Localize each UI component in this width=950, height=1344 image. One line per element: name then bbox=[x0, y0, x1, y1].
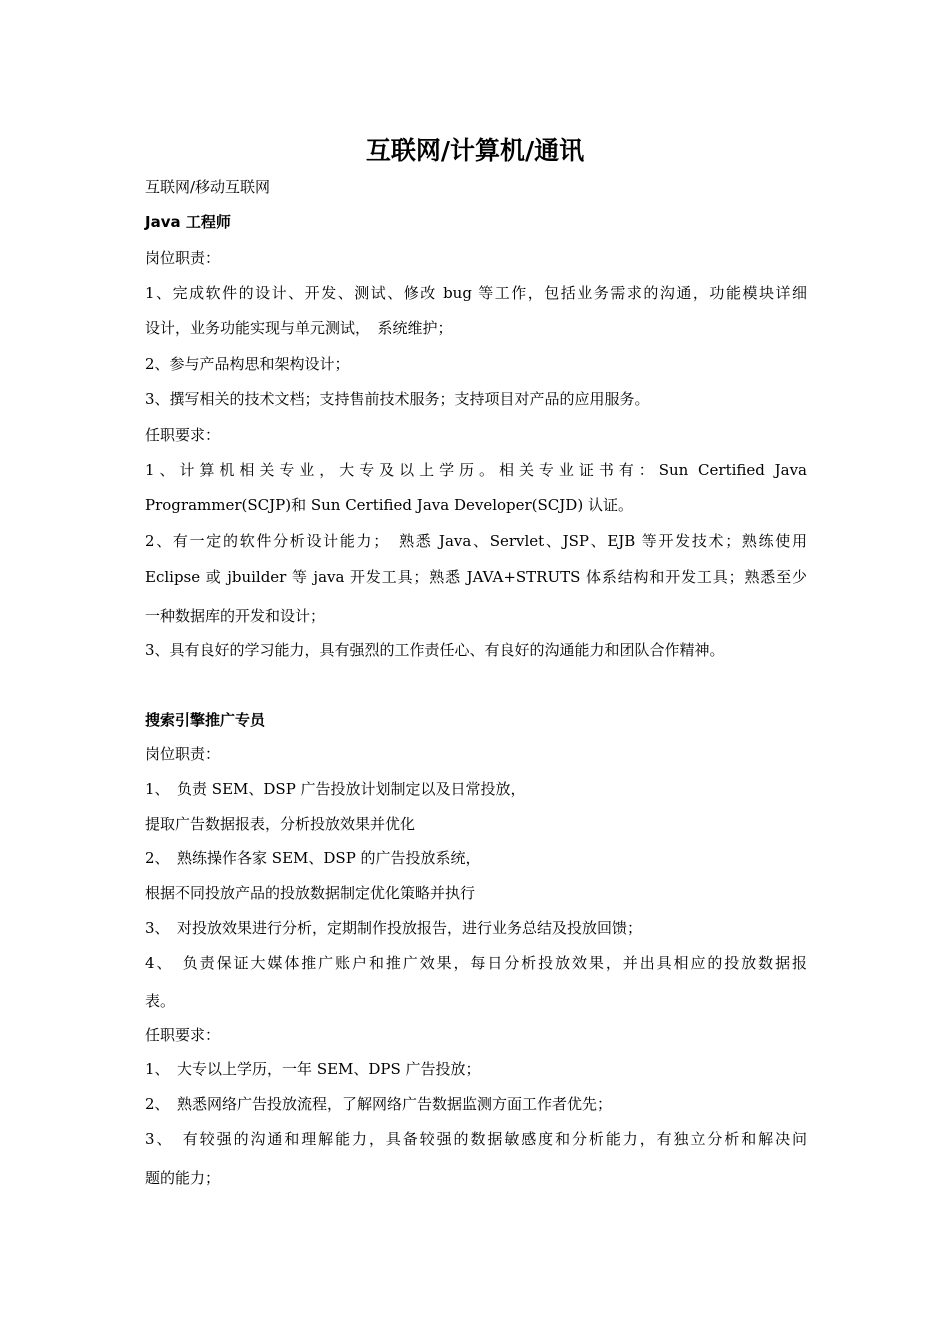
text-line: 根据不同投放产品的投放数据制定优化策略并执行 bbox=[145, 884, 476, 902]
text-line: 3、具有良好的学习能力，具有强烈的工作责任心、有良好的沟通能力和团队合作精神。 bbox=[145, 641, 725, 659]
text-line: 2、 熟练操作各家 SEM、DSP 的广告投放系统， bbox=[145, 849, 481, 867]
job-title-java: Java 工程师 bbox=[145, 213, 231, 231]
text-line: 1、 负责 SEM、DSP 广告投放计划制定以及日常投放， bbox=[145, 780, 526, 798]
text-line: 一种数据库的开发和设计； bbox=[145, 607, 326, 625]
text-line: 1、 大专以上学历，一年 SEM、DPS 广告投放； bbox=[145, 1060, 481, 1078]
text-line: 1、计算机相关专业，大专及以上学历。相关专业证书有：Sun Certified Java bbox=[145, 461, 807, 479]
text-line: 2、参与产品构思和架构设计； bbox=[145, 355, 350, 373]
text-line: 3、 有较强的沟通和理解能力，具备较强的数据敏感度和分析能力，有独立分析和解决问 bbox=[145, 1130, 807, 1148]
text-line: 4、 负责保证大媒体推广账户和推广效果，每日分析投放效果，并出具相应的投放数据报 bbox=[145, 954, 807, 972]
text-line: 2、 熟悉网络广告投放流程，了解网络广告数据监测方面工作者优先； bbox=[145, 1095, 613, 1113]
section-heading: 任职要求： bbox=[145, 426, 221, 444]
text-line: 表。 bbox=[145, 992, 176, 1010]
category-line: 互联网/移动互联网 bbox=[145, 178, 271, 196]
text-line: 2、有一定的软件分析设计能力； 熟悉 Java、Servlet、JSP、EJB 等开发技术；熟练使用 bbox=[145, 532, 807, 550]
section-heading: 岗位职责： bbox=[145, 745, 221, 763]
section-heading: 岗位职责： bbox=[145, 249, 221, 267]
text-line: 3、撰写相关的技术文档；支持售前技术服务；支持项目对产品的应用服务。 bbox=[145, 390, 650, 408]
section-heading: 任职要求： bbox=[145, 1026, 221, 1044]
text-line: 1、完成软件的设计、开发、测试、修改 bug 等工作，包括业务需求的沟通，功能模块详细 bbox=[145, 284, 807, 302]
text-line: Eclipse 或 jbuilder 等 java 开发工具；熟悉 JAVA+STRUTS 体系结构和开发工具；熟悉至少 bbox=[145, 568, 807, 586]
text-line: 3、 对投放效果进行分析，定期制作投放报告，进行业务总结及投放回馈； bbox=[145, 919, 643, 937]
text-line: 题的能力； bbox=[145, 1169, 221, 1187]
job-title-sem: 搜索引擎推广专员 bbox=[145, 711, 266, 729]
page-title: 互联网/计算机/通讯 bbox=[365, 136, 585, 165]
text-line: Programmer(SCJP)和 Sun Certified Java Developer(SCJD) 认证。 bbox=[145, 496, 633, 514]
text-line: 提取广告数据报表，分析投放效果并优化 bbox=[145, 815, 416, 833]
text-line: 设计，业务功能实现与单元测试， 系统维护； bbox=[145, 319, 453, 337]
